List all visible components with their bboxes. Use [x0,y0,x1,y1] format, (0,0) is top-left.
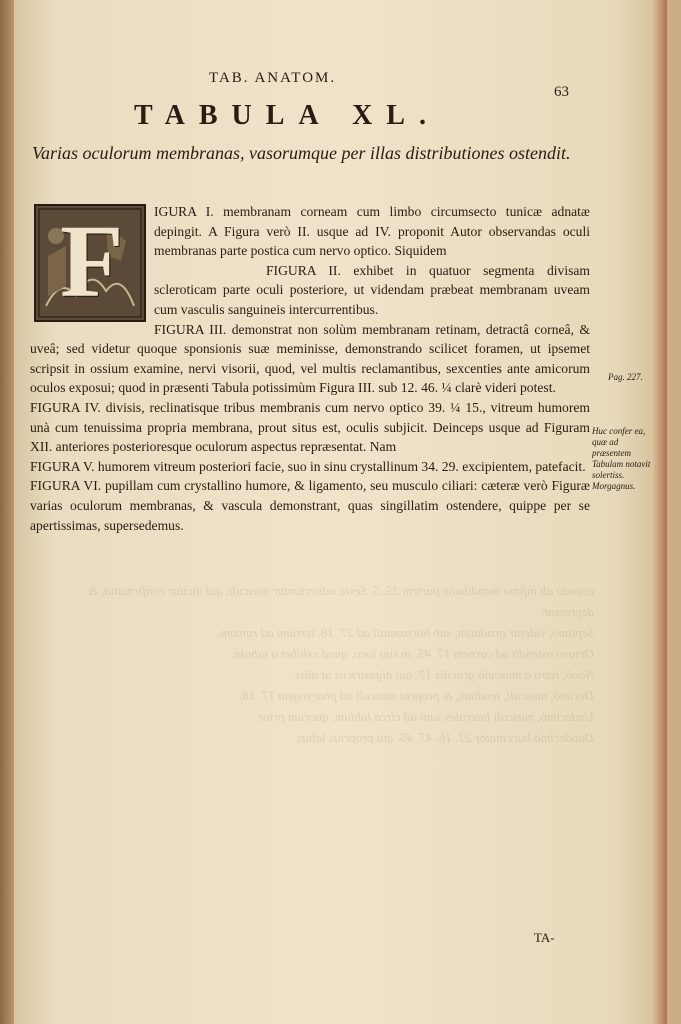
historiated-initial-image [34,204,146,322]
page-number: 63 [554,84,569,100]
initial-letter-f: F [60,204,124,319]
body-text [30,202,590,535]
running-head: TAB. ANATOM. [209,70,337,86]
paragraph-figura-1: IGURA I. membranam corneam cum limbo circumsecto tunicæ adnatæ depingit. A Figura verò II. usque ad IV. proponit Autor observandas oculi membranas parte postica cum nervo optico. Siquidem [154,204,590,259]
plate-subtitle: Varias oculorum membranas, vasorumque per illas distributiones ostendit. [32,143,571,163]
margin-note-page-ref: Pag. 227. [608,372,643,382]
plate-title: TABULA XL. [134,100,440,131]
page-edge [653,0,667,1024]
book-page [14,0,667,1024]
bleed-through-text: ecundo ab infimo mandibulæ partem 35. 5. Sexta adnectuntur musculi, qui dicitur confirmatur, & depressor. Septimò, videtur gradatim, sub horizontali ad 27. 18. tertium ad ramum. Octavo ostendit ad carnem 17. 45. in suo loco, quod exhibet a tabula. Nonò, retro a musculo gracilis 17. qui digastricus ut aliis. Decimò, musculi, tendinis, & propria musculi ad pharyngem 17. 18. Undecimò, musculi laterales sunt ad circa labium, quorum prior. Duodecimò buccinator 21. 16. 47. 45. qui proprius labiis. [87,583,594,745]
paragraph-figura-2: FIGURA II. exhibet in quatuor segmenta divisam scleroticam parte oculi posteriore, ut videndam præbeat membranam uveam cum vasculis sanguineis intercurrentibus. [154,262,590,317]
paragraph-figura-4: FIGURA IV. divisis, reclinatisque tribus membranis cum nervo optico 39. ¼ 15., vitreum humorem unà cum tenuissima propria membrana, prout situs est, oculis subjicit. Deinceps usque ad Figuram XII. anteriores posterioresque oculorum aspectus repræsentat. Nam [30,399,590,455]
paragraph-figura-3: FIGURA III. demonstrat non solùm membranam retinam, detractâ corneâ, & uveâ; sed videtur quoque sponsionis suæ meminisse, demonstrando scilicet foramen, ut ipsemet scripsit in ossium examine, nervi visorii, quod, vel multis reclamantibus, sexcenties ante amicorum oculos exposui; quod in præsenti Tabula potissimùm Figura III. sub 12. 46. ¼ clarè videri potest. [30,321,590,396]
margin-note-morgagni: Huc confer ea, quæ ad præsentem Tabulam notavit solertiss. Morgagnus. [592,426,651,491]
paragraph-figura-5: FIGURA V. humorem vitreum posteriori facie, suo in sinu crystallinum 34. 29. excipientem, patefacit. [30,458,586,474]
catchword: TA- [534,930,555,945]
book-spine [0,0,14,1024]
paragraph-figura-6: FIGURA VI. pupillam cum crystallino humore, & ligamento, seu musculo ciliari: cæteræ verò Figuræ varias oculorum membranas, & vascula demonstrant, quas singillatim ostendere, quippe per se apertissimas, supersedemus. [30,478,590,533]
